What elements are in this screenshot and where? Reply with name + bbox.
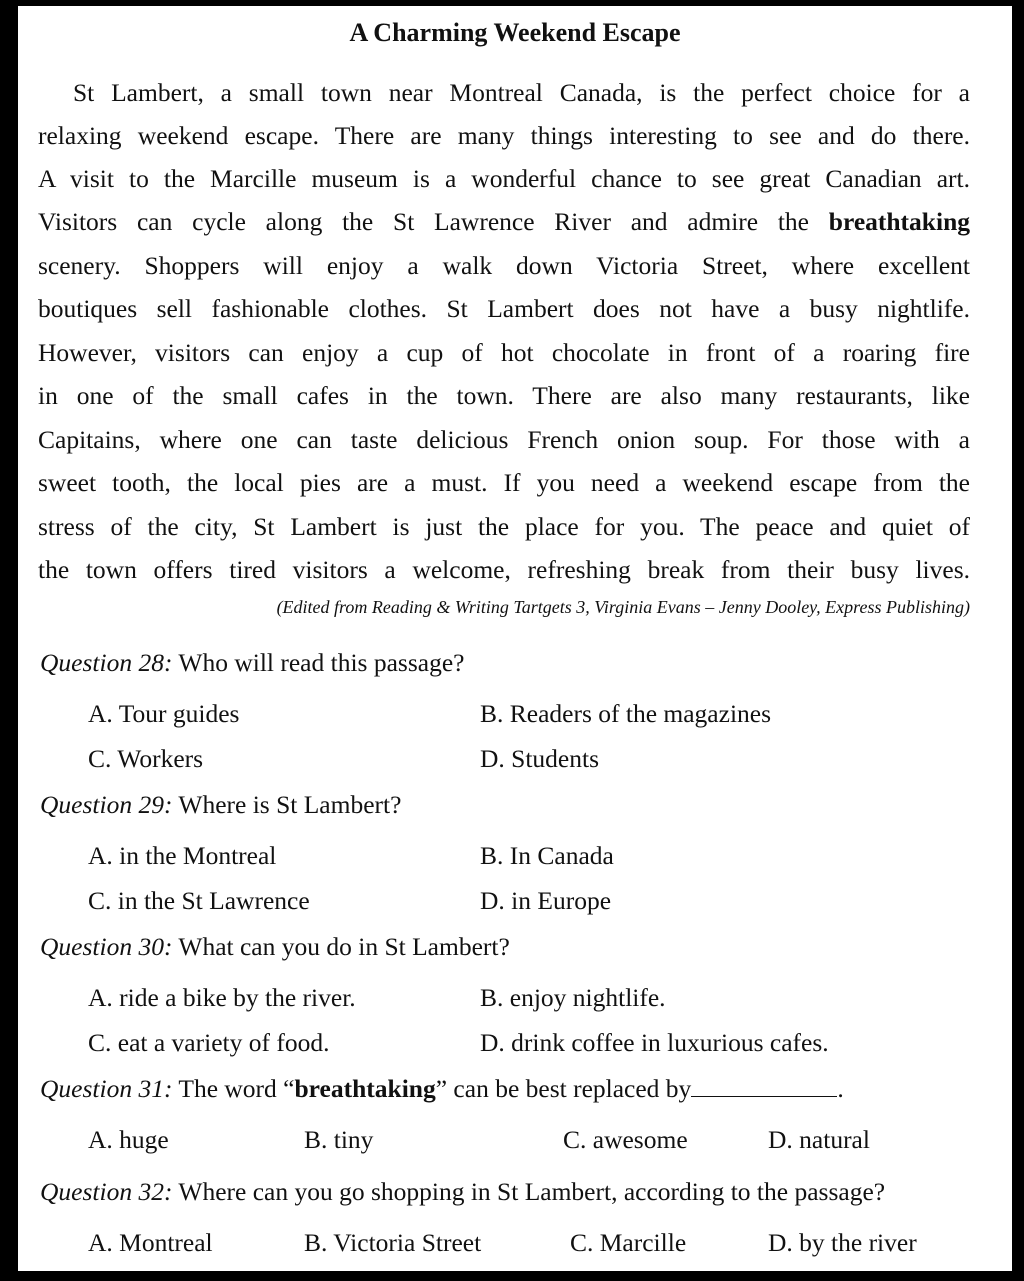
- question-28: [40, 648, 464, 678]
- question-29: [40, 790, 401, 820]
- option-c[interactable]: C. awesome: [563, 1125, 688, 1154]
- option-c[interactable]: C. eat a variety of food.: [88, 1028, 330, 1057]
- passage-line: St Lambert, a small town near Montreal Canada, is the perfect choice for a: [73, 78, 970, 107]
- question-text: What can you do in St Lambert?: [178, 932, 510, 961]
- question-end: .: [837, 1074, 844, 1103]
- passage-line-text: Visitors can cycle along the St Lawrence River and admire the: [38, 207, 810, 236]
- question-bold-word: breathtaking: [294, 1074, 436, 1103]
- option-c[interactable]: C. Workers: [88, 744, 204, 773]
- passage-line: in one of the small cafes in the town. There are also many restaurants, like: [38, 381, 970, 410]
- answer-blank[interactable]: [691, 1076, 837, 1097]
- option-b[interactable]: B. tiny: [304, 1125, 374, 1154]
- option-d[interactable]: D. in Europe: [480, 886, 612, 915]
- question-30: [40, 932, 510, 962]
- question-31: [40, 1074, 844, 1104]
- option-a[interactable]: A. Montreal: [88, 1228, 213, 1257]
- question-text-before: The word “: [178, 1074, 295, 1103]
- question-number: Question 30:: [40, 932, 173, 961]
- passage-line: scenery. Shoppers will enjoy a walk down Victoria Street, where excellent: [38, 251, 970, 280]
- passage-line: Capitains, where one can taste delicious French onion soup. For those with a: [38, 425, 970, 454]
- option-b[interactable]: B. In Canada: [480, 841, 614, 870]
- question-32: [40, 1177, 885, 1207]
- passage-line: the town offers tired visitors a welcome, refreshing break from their busy lives.: [38, 555, 970, 584]
- option-d[interactable]: D. by the river: [768, 1228, 917, 1257]
- option-a[interactable]: A. ride a bike by the river.: [88, 983, 356, 1012]
- passage-line: stress of the city, St Lambert is just the place for you. The peace and quiet of: [38, 512, 970, 541]
- question-text: Where is St Lambert?: [178, 790, 402, 819]
- option-c[interactable]: C. in the St Lawrence: [88, 886, 310, 915]
- passage-source: (Edited from Reading & Writing Tartgets 3, Virginia Evans – Jenny Dooley, Express Publishing): [276, 597, 970, 617]
- question-number: Question 32:: [40, 1177, 173, 1206]
- option-d[interactable]: D. natural: [768, 1125, 870, 1154]
- passage-line: sweet tooth, the local pies are a must. If you need a weekend escape from the: [38, 468, 970, 497]
- option-a[interactable]: A. in the Montreal: [88, 841, 277, 870]
- passage-line: However, visitors can enjoy a cup of hot chocolate in front of a roaring fire: [38, 338, 970, 367]
- passage-line: relaxing weekend escape. There are many things interesting to see and do there.: [38, 121, 970, 150]
- bold-word-breathtaking: breathtaking: [828, 207, 971, 236]
- question-text: Where can you go shopping in St Lambert, according to the passage?: [178, 1177, 886, 1206]
- question-text-after: ” can be best replaced by: [435, 1074, 692, 1103]
- option-b[interactable]: B. enjoy nightlife.: [480, 983, 666, 1012]
- option-b[interactable]: B. Readers of the magazines: [480, 699, 772, 728]
- option-d[interactable]: D. Students: [480, 744, 600, 773]
- option-a[interactable]: A. huge: [88, 1125, 169, 1154]
- question-number: Question 28:: [40, 648, 173, 677]
- question-number: Question 29:: [40, 790, 173, 819]
- option-b[interactable]: B. Victoria Street: [304, 1228, 482, 1257]
- option-c[interactable]: C. Marcille: [570, 1228, 687, 1257]
- passage-line: A visit to the Marcille museum is a wonderful chance to see great Canadian art.: [38, 164, 970, 193]
- document-page: [18, 6, 1012, 1271]
- question-number: Question 31:: [40, 1074, 173, 1103]
- passage-line: boutiques sell fashionable clothes. St Lambert does not have a busy nightlife.: [38, 294, 970, 323]
- passage-line: [38, 207, 970, 237]
- question-text: Who will read this passage?: [178, 648, 465, 677]
- passage-title: A Charming Weekend Escape: [349, 18, 681, 47]
- option-a[interactable]: A. Tour guides: [88, 699, 240, 728]
- option-d[interactable]: D. drink coffee in luxurious cafes.: [480, 1028, 829, 1057]
